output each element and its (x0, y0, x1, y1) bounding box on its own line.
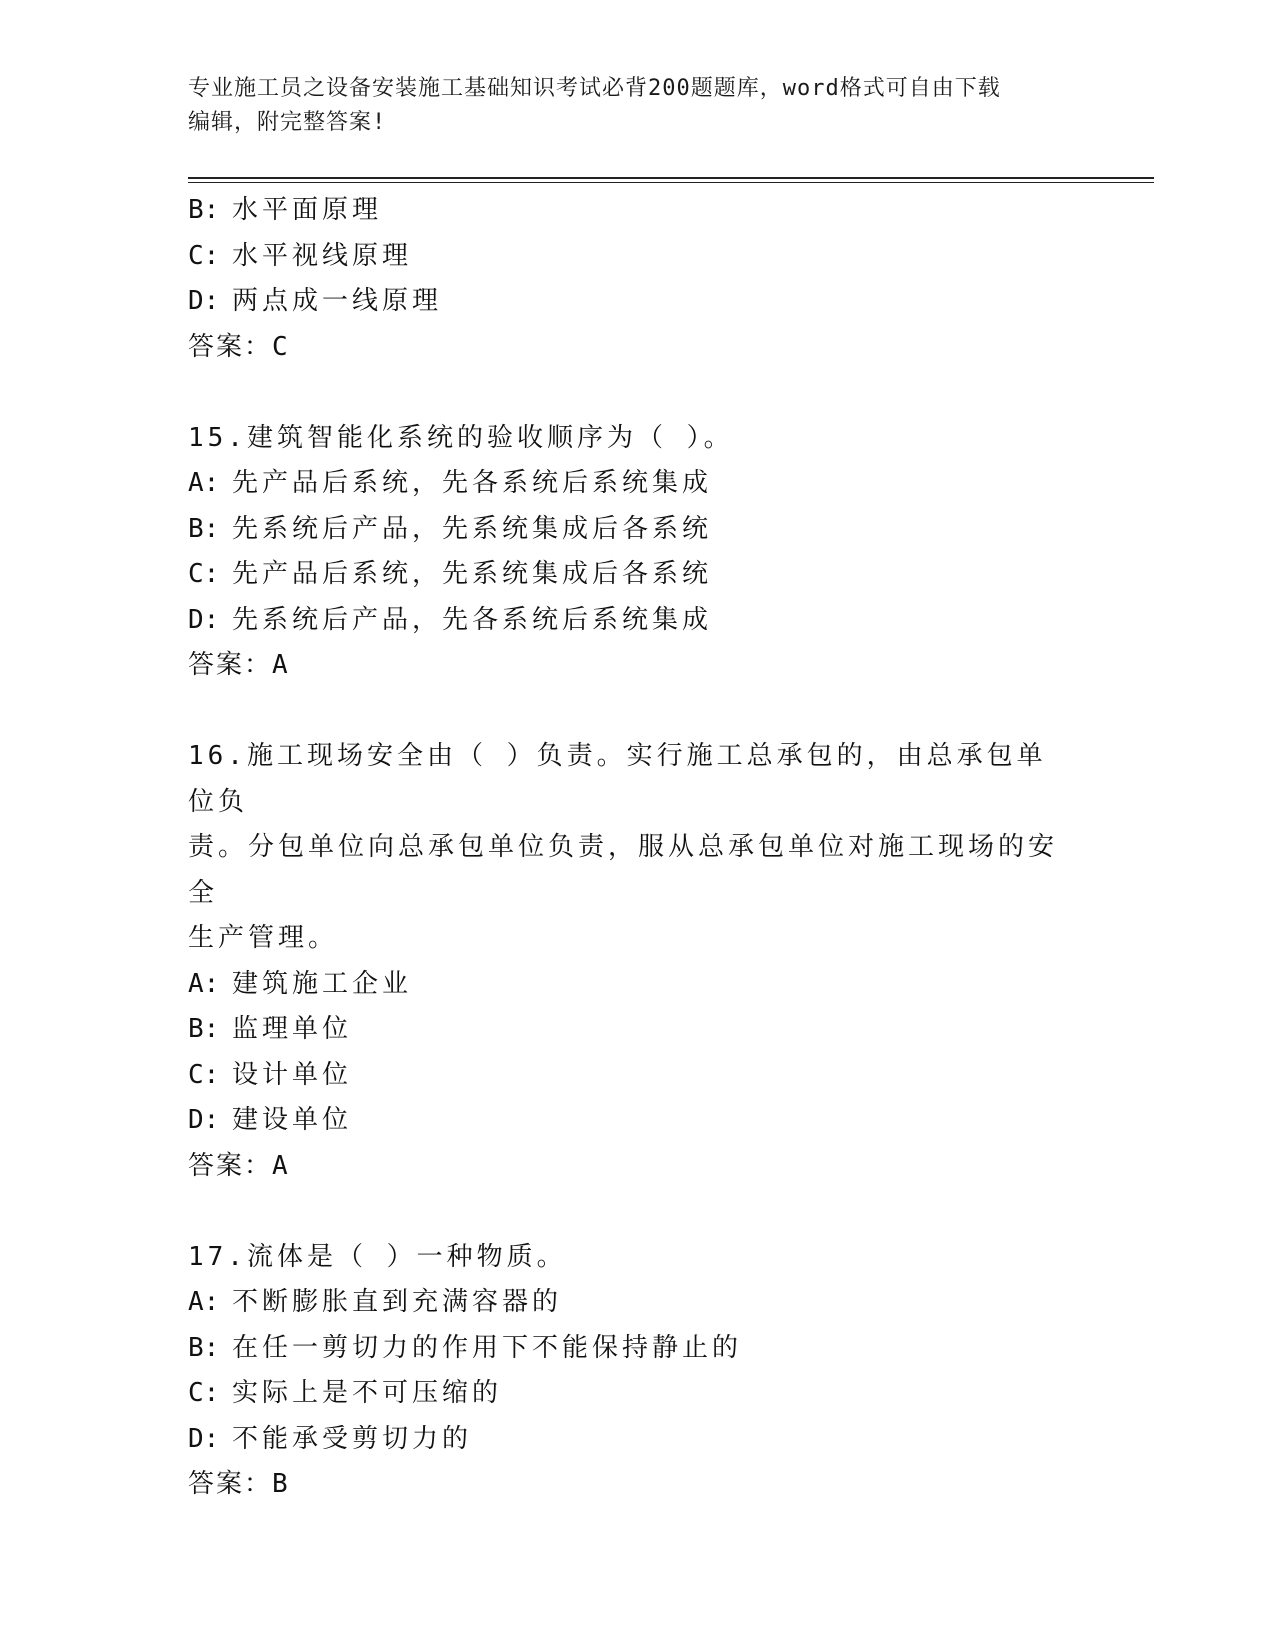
header-title-line-1: 专业施工员之设备安装施工基础知识考试必背200题题库，word格式可自由下载 (188, 76, 1001, 101)
question-text: 17.流体是（ ）一种物质。 (188, 1241, 567, 1272)
question-text-line-2: 责。分包单位向总承包单位负责，服从总承包单位对施工现场的安全 (188, 832, 1059, 908)
question-text-line-1: 16.施工现场安全由（ ）负责。实行施工总承包的，由总承包单位负 (188, 741, 1047, 817)
option-b: B: 水平面原理 (188, 195, 383, 225)
document-header (188, 72, 1068, 140)
document-body (188, 188, 1088, 1508)
option-c: C: 水平视线原理 (188, 240, 413, 271)
option-d: D: 两点成一线原理 (188, 286, 443, 316)
question-text-line-3: 生产管理。 (188, 923, 339, 953)
option-c: C: 实际上是不可压缩的 (188, 1378, 503, 1408)
question-14-continued (188, 188, 1088, 370)
header-divider (188, 177, 1154, 183)
question-15 (188, 416, 1088, 689)
question-17 (188, 1235, 1088, 1508)
question-text: 15.建筑智能化系统的验收顺序为（ ）。 (188, 422, 734, 453)
header-title-line-2: 编辑，附完整答案! (188, 110, 387, 135)
option-b: B: 在任一剪切力的作用下不能保持静止的 (188, 1332, 743, 1363)
option-a: A: 不断膨胀直到充满容器的 (188, 1287, 563, 1317)
option-b: B: 监理单位 (188, 1014, 353, 1044)
question-16 (188, 734, 1088, 1189)
option-d: D: 建设单位 (188, 1105, 353, 1135)
option-a: A: 建筑施工企业 (188, 968, 413, 999)
option-c: C: 先产品后系统，先系统集成后各系统 (188, 559, 713, 589)
answer-line: 答案：A (188, 1150, 290, 1181)
option-d: D: 不能承受剪切力的 (188, 1423, 473, 1454)
answer-line: 答案：B (188, 1469, 290, 1499)
option-c: C: 设计单位 (188, 1059, 353, 1090)
answer-line: 答案：C (188, 331, 290, 362)
option-d: D: 先系统后产品，先各系统后系统集成 (188, 604, 713, 635)
answer-line: 答案：A (188, 650, 290, 680)
option-b: B: 先系统后产品，先系统集成后各系统 (188, 513, 713, 544)
option-a: A: 先产品后系统，先各系统后系统集成 (188, 468, 713, 498)
